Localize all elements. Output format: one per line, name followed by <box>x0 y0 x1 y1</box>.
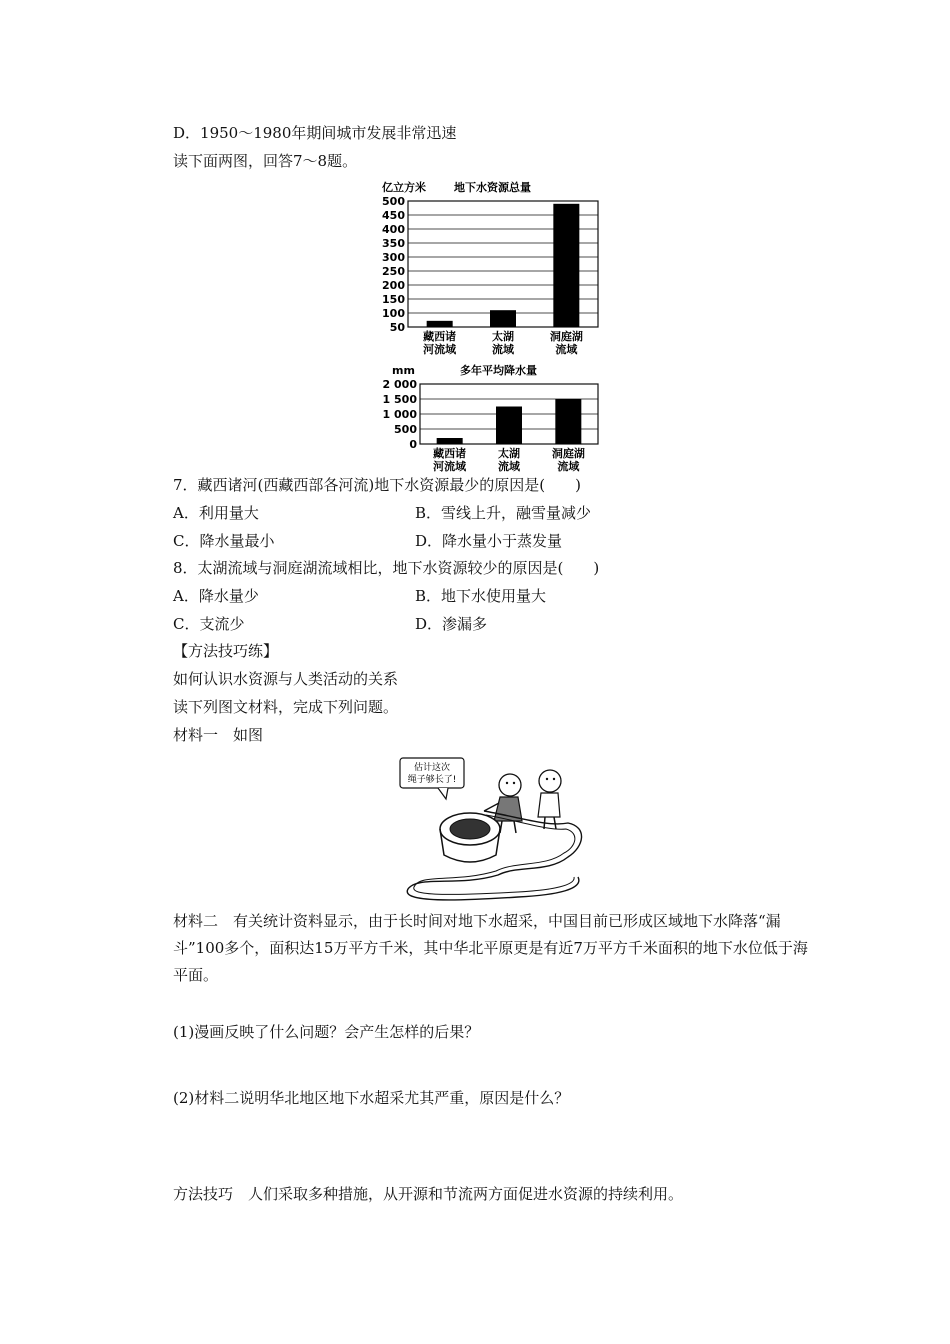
chart-2-ytick-label: 1 500 <box>382 393 417 406</box>
chart-2-ytick-label: 0 <box>409 438 417 451</box>
chart-2-title: 多年平均降水量 <box>460 364 537 377</box>
chart-1-category-label: 流域 <box>555 343 578 356</box>
chart-1-bar <box>553 204 579 327</box>
chart-1-ytick-label: 100 <box>382 307 405 320</box>
chart-1-category-label: 太湖 <box>492 330 514 343</box>
chart-2-ytick-label: 1 000 <box>382 408 417 421</box>
question-part-1: (1)漫画反映了什么问题？会产生怎样的后果？ <box>173 1023 480 1041</box>
chart-2-ytick-label: 500 <box>394 423 417 436</box>
chart-2-ytick-label: 2 000 <box>382 378 417 391</box>
chart-1-category-label: 洞庭湖 <box>549 330 583 343</box>
chart-1-ytick-label: 50 <box>389 321 405 334</box>
chart-2-category-label: 洞庭湖 <box>551 447 585 460</box>
question-8: 8．太湖流域与洞庭湖流域相比，地下水资源较少的原因是( ) <box>173 559 600 577</box>
question-part-2: (2)材料二说明华北地区地下水超采尤其严重，原因是什么？ <box>173 1089 570 1107</box>
chart-1-category-label: 藏西诸 <box>423 330 457 343</box>
q7-option-b: B．雪线上升，融雪量减少 <box>415 504 592 522</box>
q7-option-c: C．降水量最小 <box>173 532 275 550</box>
chart-1-bar <box>427 321 453 327</box>
chart-2-category-label: 流域 <box>498 460 520 473</box>
chart-2-category-label: 流域 <box>557 460 580 473</box>
material-two: 材料二 有关统计资料显示，由于长时间对地下水超采，中国目前已形成区域地下水降落“漏斗”100多个，面积达15万平方千米，其中华北平原更是有近7万平方千米面积的地下水位低于海平面。 <box>173 912 808 984</box>
chart-2-category-label: 藏西诸 <box>433 447 467 460</box>
chart-1-ytick-label: 400 <box>382 223 405 236</box>
option-d-line: D．1950～1980年期间城市发展非常迅速 <box>173 124 457 142</box>
chart-precipitation-svg <box>370 362 610 476</box>
chart-1-bar <box>490 310 516 327</box>
q7-option-d: D．降水量小于蒸发量 <box>415 532 563 550</box>
bubble-text-2: 绳子够长了! <box>407 775 457 785</box>
q8-option-c: C．支流少 <box>173 615 245 633</box>
chart-1-ytick-label: 500 <box>382 195 405 208</box>
chart-precipitation <box>370 362 610 476</box>
chart-2-category-label: 河流域 <box>433 460 467 473</box>
q8-option-b: B．地下水使用量大 <box>415 587 547 605</box>
bubble-text-1: 估计这次 <box>413 763 451 773</box>
question-7: 7．藏西诸河(西藏西部各河流)地下水资源最少的原因是( ) <box>173 476 581 494</box>
instruction-7-8: 读下面两图，回答7～8题。 <box>173 152 358 170</box>
chart-2-bar <box>437 438 463 444</box>
chart-1-ytick-label: 350 <box>382 237 405 250</box>
chart-1-category-label: 河流域 <box>423 343 457 356</box>
chart-groundwater-svg <box>370 178 610 360</box>
chart-1-ytick-label: 200 <box>382 279 405 292</box>
cartoon-illustration <box>398 757 590 907</box>
q8-option-a: A．降水量少 <box>173 587 259 605</box>
chart-2-ylabel: mm <box>392 364 415 377</box>
cartoon-drawing <box>398 757 590 907</box>
chart-1-ylabel: 亿立方米 <box>382 181 426 194</box>
material-one-label: 材料一 如图 <box>173 726 264 744</box>
chart-1-ytick-label: 250 <box>382 265 405 278</box>
method-tip: 方法技巧 人们采取多种措施，从开源和节流两方面促进水资源的持续利用。 <box>173 1185 684 1203</box>
chart-1-category-label: 流域 <box>492 343 514 356</box>
read-instruction: 读下列图文材料，完成下列问题。 <box>173 698 399 716</box>
chart-1-ytick-label: 150 <box>382 293 405 306</box>
chart-1-title: 地下水资源总量 <box>454 181 531 194</box>
chart-2-category-label: 太湖 <box>498 447 520 460</box>
chart-1-ytick-label: 450 <box>382 209 405 222</box>
q8-option-d: D．渗漏多 <box>415 615 488 633</box>
chart-2-bar <box>555 399 581 444</box>
topic-line: 如何认识水资源与人类活动的关系 <box>173 670 399 688</box>
chart-groundwater <box>370 178 610 360</box>
chart-1-ytick-label: 300 <box>382 251 405 264</box>
section-heading: 【方法技巧练】 <box>173 642 279 660</box>
q7-option-a: A．利用量大 <box>173 504 259 522</box>
chart-2-bar <box>496 407 522 445</box>
